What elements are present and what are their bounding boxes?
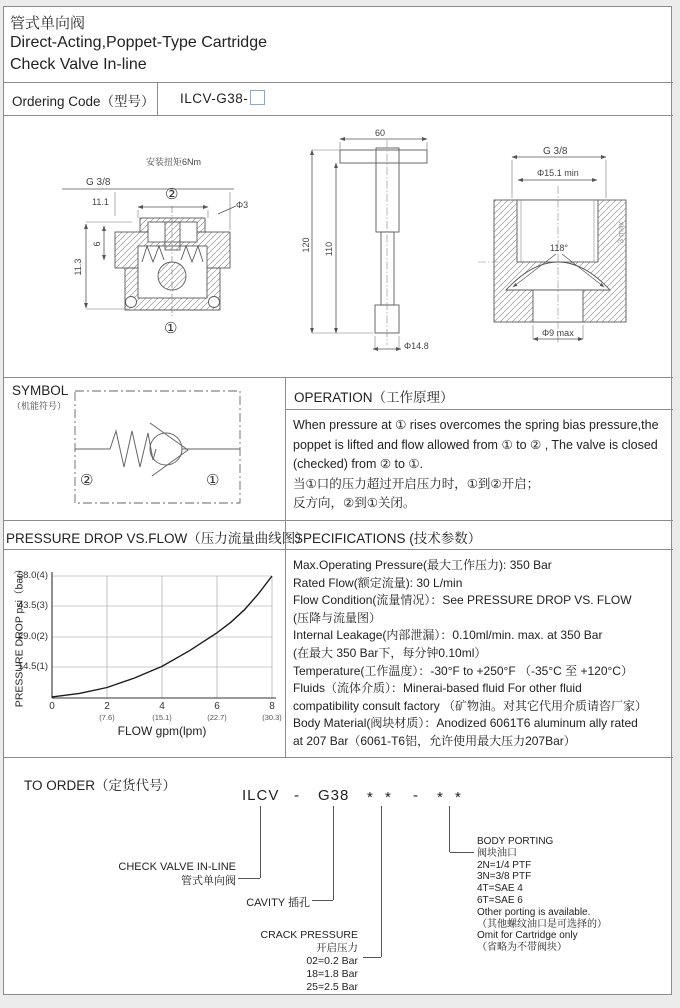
order-code-stars1: * *	[367, 789, 395, 806]
leader-line	[312, 900, 333, 901]
cavity-angle-118: 118°	[550, 243, 568, 253]
order-code-dash2: -	[413, 787, 419, 804]
x-axis-label: FLOW gpm(lpm)	[117, 724, 207, 738]
crack-pressure-line: 25=2.5 Bar	[306, 981, 358, 993]
valve-port-1: ①	[164, 320, 178, 337]
x-tick-8: 8	[269, 701, 275, 712]
spec-line: compatibility consult factory （矿物油。对其它代用介质请咨厂家）	[293, 698, 648, 713]
tool-dim-phi14-8: Φ14.8	[404, 341, 429, 351]
valve-dim-11-1: 11.1	[92, 197, 109, 207]
order-code-dash1: -	[294, 787, 300, 804]
chart-grid	[52, 576, 272, 698]
spec-line: Temperature(工作温度）：-30°F to +250°F （-35°C 至 +120°C）	[293, 663, 633, 678]
divider	[157, 82, 158, 115]
body-porting-line: BODY PORTING	[477, 836, 554, 847]
ordering-code-value	[180, 90, 265, 106]
cavity-thread-dim: G 3/8	[543, 146, 568, 157]
x-sub-30-3: (30.3)	[262, 713, 282, 722]
y-axis-label: PRESSURE DROP psi（bar）	[13, 563, 26, 708]
x-sub-22-7: (22.7)	[207, 713, 227, 722]
spec-line: Internal Leakage(内部泄漏）：0.10ml/min. max. at 350 Bar	[293, 628, 603, 643]
body-porting-line: Other porting is available.	[477, 906, 591, 918]
check-valve-label-zh: 管式单向阀	[181, 874, 236, 887]
operation-line: 反方向，②到①关闭。	[293, 496, 416, 510]
ordering-code-label: Ordering Code（型号）	[12, 94, 155, 109]
crack-pressure-line: 02=0.2 Bar	[306, 955, 358, 967]
leader-line	[450, 852, 474, 853]
leader-line	[333, 806, 334, 900]
body-porting-line: （其他螺纹油口是可选择的）	[477, 918, 607, 930]
crack-pressure-options	[238, 929, 358, 994]
spec-line: Fluids（流体介质）：Minerai-based fluid For other fluid	[293, 681, 582, 696]
leader-line	[381, 806, 382, 957]
spec-line: Body Material(阀块材质）：Anodized 6061T6 aluminum ally rated	[293, 716, 638, 731]
page-title-en-line1: Direct-Acting,Poppet-Type Cartridge	[10, 34, 267, 51]
valve-port-2: ②	[165, 186, 179, 203]
cavity-label: CAVITY 插孔	[246, 897, 310, 909]
valve-dim-6: 6	[92, 241, 102, 247]
order-code-stars2: * *	[437, 789, 465, 806]
x-tick-0: 0	[49, 701, 55, 712]
ordering-code-text: ILCV-G38-	[180, 91, 249, 106]
y-tick-14-5: 14.5(1)	[17, 661, 48, 672]
specifications-title: SPECIFICATIONS (技术参数）	[294, 531, 482, 546]
symbol-title: SYMBOL	[12, 383, 69, 398]
pressure-drop-title: PRESSURE DROP VS.FLOW（压力流量曲线图）	[6, 531, 309, 546]
x-sub-7-6: (7.6)	[99, 713, 115, 722]
check-valve-label	[115, 861, 236, 888]
x-tick-4: 4	[159, 701, 165, 712]
body-porting-line: 4T=SAE 4	[477, 883, 523, 895]
symbol-port-1: ①	[206, 472, 220, 489]
page-title-en-line2: Check Valve In-line	[10, 56, 147, 73]
cavity-dim-3max: 3 max	[616, 221, 626, 244]
crack-pressure-line: CRACK PRESSURE	[260, 929, 358, 941]
cavity-dim-phi15: Φ15.1 min	[537, 168, 579, 178]
x-tick-2: 2	[104, 701, 110, 712]
y-tick-29: 29.0(2)	[17, 631, 48, 642]
divider	[3, 520, 673, 521]
leader-line	[363, 957, 381, 958]
spec-line: Max.Operating Pressure(最大工作压力): 350 Bar	[293, 558, 552, 572]
cavity-dim-phi9: Φ9 max	[542, 328, 574, 338]
body-porting-line: （省略为不带阀块）	[477, 942, 567, 954]
x-tick-6: 6	[214, 701, 220, 712]
spec-line: (在最大 350 Bar下，每分钟0.10ml）	[293, 645, 487, 660]
tool-dim-120: 120	[301, 237, 311, 253]
chart-axes	[52, 572, 276, 698]
body-porting-line: 6T=SAE 6	[477, 894, 523, 906]
order-code-ilcv: ILCV	[242, 787, 280, 804]
technical-drawings	[0, 115, 680, 377]
symbol-subtitle: （机能符号）	[12, 401, 67, 411]
page-title-zh: 管式单向阀	[10, 15, 86, 32]
to-order-title: TO ORDER（定货代号）	[24, 778, 177, 793]
body-porting-line: 阀块油口	[477, 847, 517, 859]
symbol-port-2: ②	[80, 472, 94, 489]
valve-section-drawing	[62, 189, 236, 316]
y-tick-58: 58.0(4)	[17, 570, 48, 581]
tool-dim-60: 60	[375, 128, 386, 138]
operation-line: (checked) from ② to ①.	[293, 457, 424, 471]
ordering-code-blank-box	[250, 90, 265, 105]
divider	[3, 757, 673, 758]
body-porting-line: 2N=1/4 PTF	[477, 859, 532, 871]
body-porting-options	[477, 836, 607, 954]
tool-dim-110: 110	[324, 241, 334, 257]
operation-text	[293, 416, 659, 514]
x-sub-15-1: (15.1)	[152, 713, 172, 722]
spec-line: Flow Condition(流量情况）：See PRESSURE DROP VS. FLOW	[293, 593, 632, 608]
specifications-text	[293, 557, 647, 751]
y-tick-43-5: 43.5(3)	[17, 600, 48, 611]
hydraulic-symbol	[0, 377, 285, 520]
operation-line: poppet is lifted and flow allowed from ① to ② , The valve is closed	[293, 437, 658, 452]
operation-title: OPERATION（工作原理）	[294, 390, 454, 405]
divider	[3, 82, 673, 83]
spec-line: at 207 Bar（6061-T6铝，允许使用最大压力207Bar）	[293, 733, 576, 748]
valve-dim-11-3: 11.3	[73, 258, 83, 276]
divider	[285, 409, 673, 410]
crack-pressure-line: 18=1.8 Bar	[306, 968, 358, 980]
spec-line: (压降与流量图）	[293, 610, 381, 625]
torque-note: 安装扭矩6Nm	[146, 157, 202, 167]
spec-line: Rated Flow(额定流量): 30 L/min	[293, 575, 463, 590]
valve-dim-phi3: Φ3	[236, 200, 249, 210]
leader-line	[449, 806, 450, 852]
valve-thread-dim: G 3/8	[86, 177, 111, 188]
leader-line	[238, 878, 260, 879]
divider	[285, 377, 286, 757]
crack-pressure-line: 开启压力	[316, 942, 358, 954]
operation-line: 当①口的压力超过开启压力时，①到②开启；	[293, 476, 540, 491]
check-valve-label-en: CHECK VALVE IN-LINE	[118, 861, 236, 873]
body-porting-line: Omit for Cartridge only	[477, 930, 578, 942]
operation-line: When pressure at ① rises overcomes the spring bias pressure,the	[293, 418, 659, 432]
leader-line	[260, 806, 261, 878]
order-code-g38: G38	[318, 787, 350, 804]
body-porting-line: 3N=3/8 PTF	[477, 871, 532, 883]
